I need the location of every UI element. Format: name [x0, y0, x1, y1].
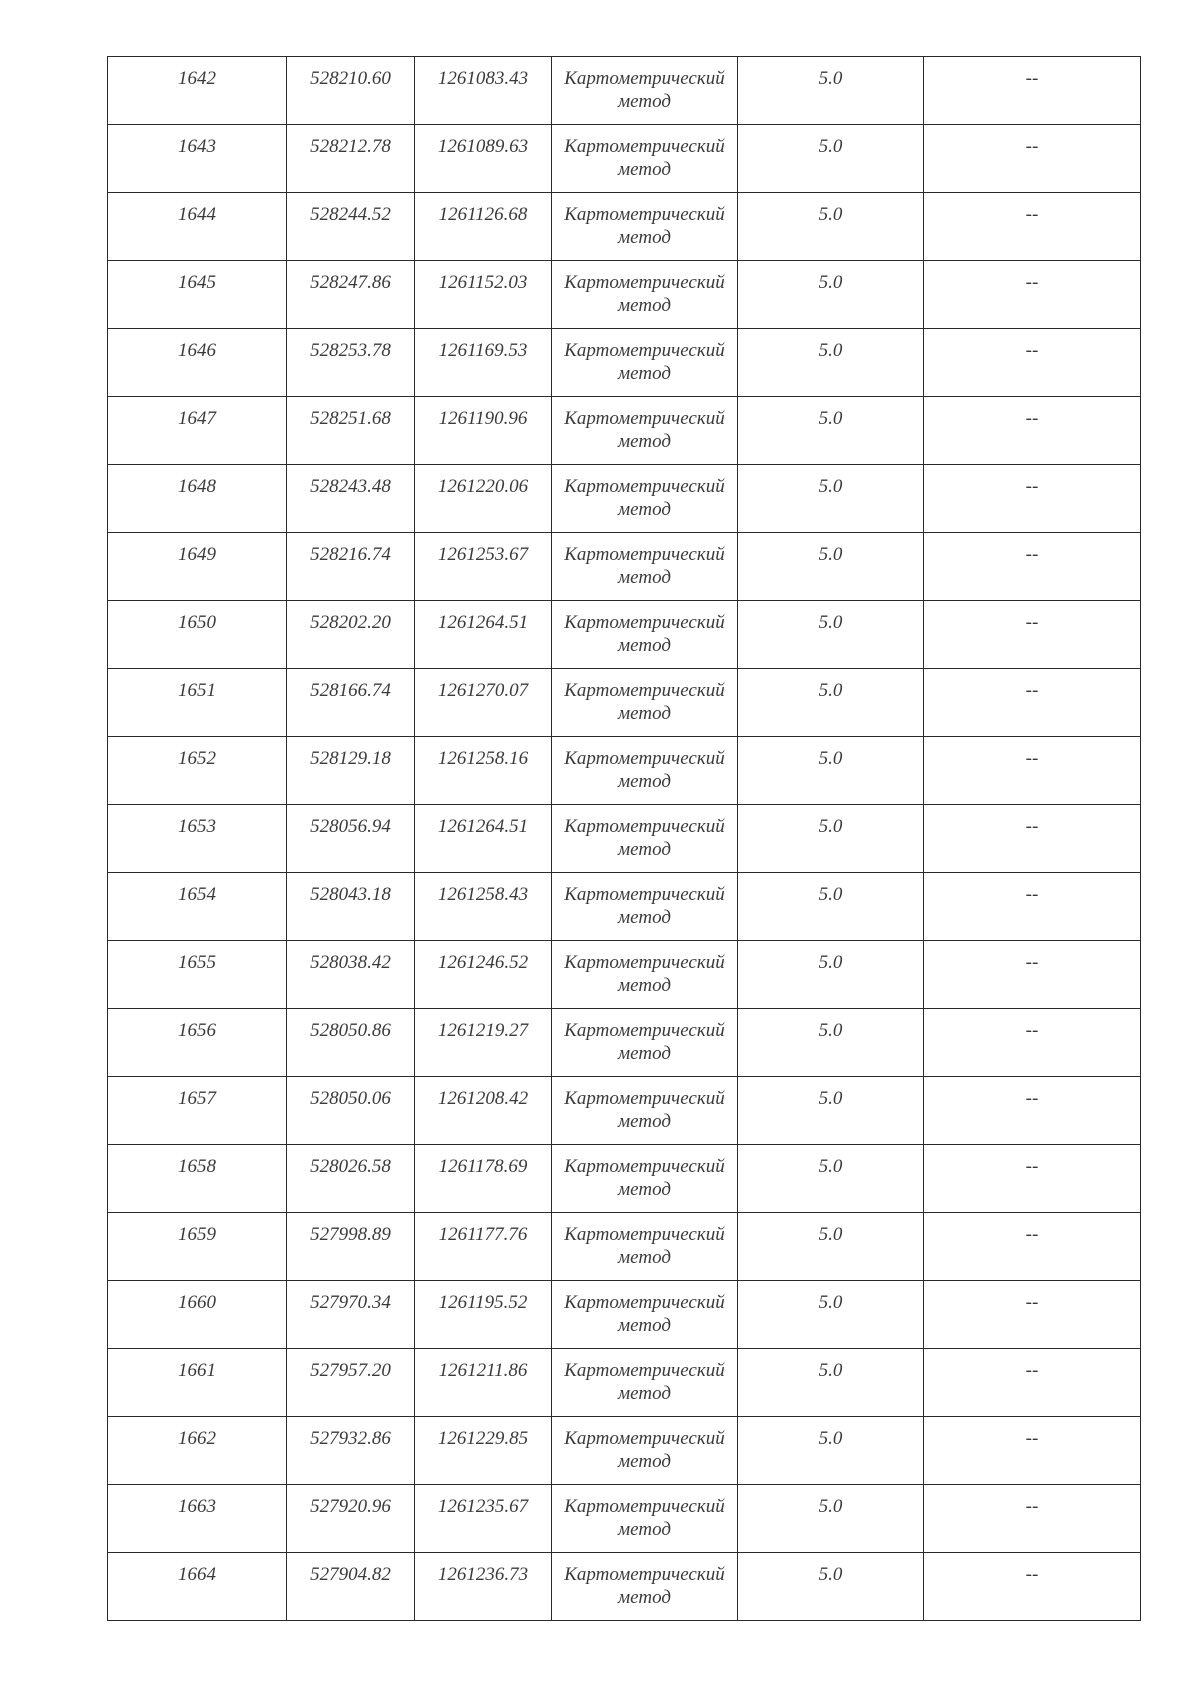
method-cell: Картометрический метод	[552, 329, 738, 397]
method-cell: Картометрический метод	[552, 669, 738, 737]
method-cell: Картометрический метод	[552, 1485, 738, 1553]
y-coordinate-cell: 1261229.85	[415, 1417, 552, 1485]
point-number-cell: 1643	[108, 125, 287, 193]
accuracy-cell: 5.0	[738, 737, 924, 805]
point-number-cell: 1664	[108, 1553, 287, 1621]
x-coordinate-cell: 528253.78	[287, 329, 415, 397]
point-number-cell: 1645	[108, 261, 287, 329]
point-number-cell: 1660	[108, 1281, 287, 1349]
method-cell: Картометрический метод	[552, 261, 738, 329]
x-coordinate-cell: 528247.86	[287, 261, 415, 329]
accuracy-cell: 5.0	[738, 1145, 924, 1213]
x-coordinate-cell: 528244.52	[287, 193, 415, 261]
note-cell: --	[924, 397, 1141, 465]
accuracy-cell: 5.0	[738, 1077, 924, 1145]
x-coordinate-cell: 528212.78	[287, 125, 415, 193]
point-number-cell: 1661	[108, 1349, 287, 1417]
accuracy-cell: 5.0	[738, 1213, 924, 1281]
table-row	[108, 805, 1141, 873]
note-cell: --	[924, 1077, 1141, 1145]
x-coordinate-cell: 528038.42	[287, 941, 415, 1009]
table-row	[108, 57, 1141, 125]
x-coordinate-cell: 527920.96	[287, 1485, 415, 1553]
note-cell: --	[924, 533, 1141, 601]
x-coordinate-cell: 528129.18	[287, 737, 415, 805]
y-coordinate-cell: 1261169.53	[415, 329, 552, 397]
method-cell: Картометрический метод	[552, 533, 738, 601]
note-cell: --	[924, 737, 1141, 805]
x-coordinate-cell: 527904.82	[287, 1553, 415, 1621]
table-row	[108, 669, 1141, 737]
accuracy-cell: 5.0	[738, 261, 924, 329]
method-cell: Картометрический метод	[552, 1009, 738, 1077]
method-cell: Картометрический метод	[552, 601, 738, 669]
accuracy-cell: 5.0	[738, 465, 924, 533]
table-row	[108, 737, 1141, 805]
table-row	[108, 1077, 1141, 1145]
x-coordinate-cell: 528050.86	[287, 1009, 415, 1077]
accuracy-cell: 5.0	[738, 941, 924, 1009]
accuracy-cell: 5.0	[738, 805, 924, 873]
coordinates-table	[107, 56, 1141, 1621]
method-cell: Картометрический метод	[552, 941, 738, 1009]
y-coordinate-cell: 1261253.67	[415, 533, 552, 601]
note-cell: --	[924, 261, 1141, 329]
x-coordinate-cell: 528026.58	[287, 1145, 415, 1213]
point-number-cell: 1647	[108, 397, 287, 465]
point-number-cell: 1658	[108, 1145, 287, 1213]
method-cell: Картометрический метод	[552, 193, 738, 261]
accuracy-cell: 5.0	[738, 125, 924, 193]
note-cell: --	[924, 1145, 1141, 1213]
note-cell: --	[924, 1417, 1141, 1485]
method-cell: Картометрический метод	[552, 1145, 738, 1213]
table-row	[108, 601, 1141, 669]
x-coordinate-cell: 528243.48	[287, 465, 415, 533]
point-number-cell: 1659	[108, 1213, 287, 1281]
accuracy-cell: 5.0	[738, 669, 924, 737]
y-coordinate-cell: 1261126.68	[415, 193, 552, 261]
x-coordinate-cell: 528210.60	[287, 57, 415, 125]
table-row	[108, 1009, 1141, 1077]
method-cell: Картометрический метод	[552, 465, 738, 533]
point-number-cell: 1649	[108, 533, 287, 601]
note-cell: --	[924, 873, 1141, 941]
note-cell: --	[924, 465, 1141, 533]
note-cell: --	[924, 1009, 1141, 1077]
y-coordinate-cell: 1261089.63	[415, 125, 552, 193]
accuracy-cell: 5.0	[738, 193, 924, 261]
point-number-cell: 1650	[108, 601, 287, 669]
point-number-cell: 1662	[108, 1417, 287, 1485]
y-coordinate-cell: 1261190.96	[415, 397, 552, 465]
y-coordinate-cell: 1261220.06	[415, 465, 552, 533]
note-cell: --	[924, 805, 1141, 873]
table-row	[108, 1553, 1141, 1621]
x-coordinate-cell: 528216.74	[287, 533, 415, 601]
table-row	[108, 873, 1141, 941]
method-cell: Картометрический метод	[552, 1077, 738, 1145]
y-coordinate-cell: 1261235.67	[415, 1485, 552, 1553]
x-coordinate-cell: 527998.89	[287, 1213, 415, 1281]
table-row	[108, 1417, 1141, 1485]
note-cell: --	[924, 193, 1141, 261]
y-coordinate-cell: 1261258.43	[415, 873, 552, 941]
point-number-cell: 1646	[108, 329, 287, 397]
accuracy-cell: 5.0	[738, 57, 924, 125]
x-coordinate-cell: 527957.20	[287, 1349, 415, 1417]
method-cell: Картометрический метод	[552, 1553, 738, 1621]
table-row	[108, 1485, 1141, 1553]
table-row	[108, 1349, 1141, 1417]
table-row	[108, 397, 1141, 465]
y-coordinate-cell: 1261152.03	[415, 261, 552, 329]
point-number-cell: 1648	[108, 465, 287, 533]
method-cell: Картометрический метод	[552, 397, 738, 465]
y-coordinate-cell: 1261246.52	[415, 941, 552, 1009]
table-row	[108, 261, 1141, 329]
note-cell: --	[924, 601, 1141, 669]
accuracy-cell: 5.0	[738, 601, 924, 669]
accuracy-cell: 5.0	[738, 1281, 924, 1349]
y-coordinate-cell: 1261264.51	[415, 805, 552, 873]
y-coordinate-cell: 1261178.69	[415, 1145, 552, 1213]
method-cell: Картометрический метод	[552, 1281, 738, 1349]
point-number-cell: 1657	[108, 1077, 287, 1145]
accuracy-cell: 5.0	[738, 533, 924, 601]
accuracy-cell: 5.0	[738, 1009, 924, 1077]
table-row	[108, 1213, 1141, 1281]
note-cell: --	[924, 1485, 1141, 1553]
y-coordinate-cell: 1261236.73	[415, 1553, 552, 1621]
x-coordinate-cell: 528056.94	[287, 805, 415, 873]
method-cell: Картометрический метод	[552, 805, 738, 873]
accuracy-cell: 5.0	[738, 1349, 924, 1417]
point-number-cell: 1642	[108, 57, 287, 125]
table-row	[108, 329, 1141, 397]
x-coordinate-cell: 528043.18	[287, 873, 415, 941]
table-row	[108, 193, 1141, 261]
method-cell: Картометрический метод	[552, 125, 738, 193]
x-coordinate-cell: 527970.34	[287, 1281, 415, 1349]
accuracy-cell: 5.0	[738, 1553, 924, 1621]
note-cell: --	[924, 57, 1141, 125]
point-number-cell: 1644	[108, 193, 287, 261]
note-cell: --	[924, 669, 1141, 737]
point-number-cell: 1651	[108, 669, 287, 737]
y-coordinate-cell: 1261195.52	[415, 1281, 552, 1349]
method-cell: Картометрический метод	[552, 57, 738, 125]
y-coordinate-cell: 1261270.07	[415, 669, 552, 737]
coordinates-table-body	[108, 57, 1141, 1621]
accuracy-cell: 5.0	[738, 1417, 924, 1485]
note-cell: --	[924, 1349, 1141, 1417]
method-cell: Картометрический метод	[552, 1349, 738, 1417]
table-row	[108, 533, 1141, 601]
x-coordinate-cell: 528251.68	[287, 397, 415, 465]
accuracy-cell: 5.0	[738, 397, 924, 465]
x-coordinate-cell: 528050.06	[287, 1077, 415, 1145]
note-cell: --	[924, 1553, 1141, 1621]
y-coordinate-cell: 1261083.43	[415, 57, 552, 125]
point-number-cell: 1655	[108, 941, 287, 1009]
note-cell: --	[924, 1213, 1141, 1281]
x-coordinate-cell: 528202.20	[287, 601, 415, 669]
y-coordinate-cell: 1261211.86	[415, 1349, 552, 1417]
table-row	[108, 465, 1141, 533]
point-number-cell: 1654	[108, 873, 287, 941]
y-coordinate-cell: 1261177.76	[415, 1213, 552, 1281]
table-row	[108, 1145, 1141, 1213]
note-cell: --	[924, 329, 1141, 397]
table-row	[108, 941, 1141, 1009]
x-coordinate-cell: 527932.86	[287, 1417, 415, 1485]
point-number-cell: 1663	[108, 1485, 287, 1553]
method-cell: Картометрический метод	[552, 1417, 738, 1485]
method-cell: Картометрический метод	[552, 873, 738, 941]
point-number-cell: 1656	[108, 1009, 287, 1077]
method-cell: Картометрический метод	[552, 737, 738, 805]
method-cell: Картометрический метод	[552, 1213, 738, 1281]
table-row	[108, 1281, 1141, 1349]
accuracy-cell: 5.0	[738, 1485, 924, 1553]
note-cell: --	[924, 941, 1141, 1009]
note-cell: --	[924, 1281, 1141, 1349]
accuracy-cell: 5.0	[738, 329, 924, 397]
accuracy-cell: 5.0	[738, 873, 924, 941]
y-coordinate-cell: 1261258.16	[415, 737, 552, 805]
note-cell: --	[924, 125, 1141, 193]
y-coordinate-cell: 1261208.42	[415, 1077, 552, 1145]
y-coordinate-cell: 1261264.51	[415, 601, 552, 669]
point-number-cell: 1653	[108, 805, 287, 873]
x-coordinate-cell: 528166.74	[287, 669, 415, 737]
y-coordinate-cell: 1261219.27	[415, 1009, 552, 1077]
table-row	[108, 125, 1141, 193]
point-number-cell: 1652	[108, 737, 287, 805]
